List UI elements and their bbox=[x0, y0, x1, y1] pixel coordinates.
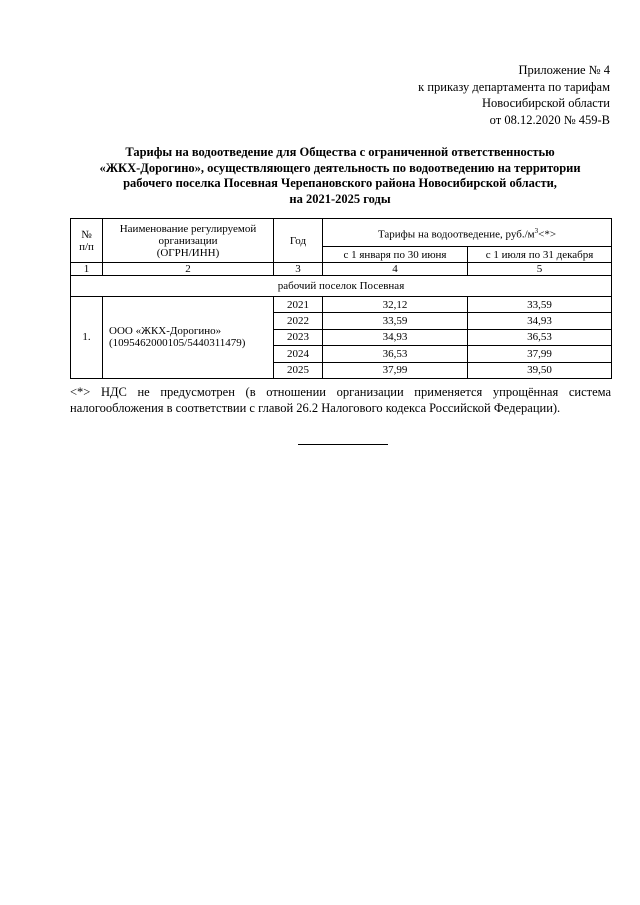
tariff-h2-cell: 37,99 bbox=[468, 346, 612, 362]
row-number: 1. bbox=[71, 297, 103, 379]
column-number-row bbox=[71, 263, 612, 276]
org-ids: (1095462000105/5440311479) bbox=[109, 337, 246, 350]
header-org-line-2: организации bbox=[158, 234, 218, 247]
header-org bbox=[103, 219, 274, 263]
year-cell: 2024 bbox=[274, 346, 323, 362]
tariff-h1-cell: 34,93 bbox=[323, 329, 468, 345]
tariff-h2-cell: 36,53 bbox=[468, 329, 612, 345]
org-cell bbox=[103, 297, 274, 379]
header-tariffs-sup: 3 bbox=[534, 226, 539, 235]
appendix-line-1: Приложение № 4 bbox=[518, 63, 610, 77]
section-label: рабочий поселок Посевная bbox=[71, 276, 612, 297]
header-org-line-3: (ОГРН/ИНН) bbox=[156, 246, 220, 259]
column-number: 2 bbox=[103, 263, 274, 276]
column-number: 4 bbox=[323, 263, 468, 276]
column-number: 5 bbox=[468, 263, 612, 276]
title-line-1: Тарифы на водоотведение для Общества с ограниченной ответственностью bbox=[125, 145, 555, 159]
document-title bbox=[70, 145, 610, 207]
appendix-line-3: Новосибирской области bbox=[481, 96, 610, 110]
appendix-line-4: от 08.12.2020 № 459-В bbox=[489, 112, 610, 127]
title-line-2: «ЖКХ-Дорогино», осуществляющего деятельность по водоотведению на территории bbox=[99, 160, 581, 175]
header-tariffs bbox=[323, 219, 612, 247]
year-cell: 2022 bbox=[274, 313, 323, 329]
tariff-h2-cell: 33,59 bbox=[468, 297, 612, 313]
table-row bbox=[71, 297, 612, 313]
tariff-h2-cell: 34,93 bbox=[468, 313, 612, 329]
section-row bbox=[71, 276, 612, 297]
title-line-4: на 2021-2025 годы bbox=[289, 191, 391, 206]
appendix-block bbox=[418, 62, 610, 128]
header-num bbox=[71, 219, 103, 263]
header-year: Год bbox=[274, 219, 323, 263]
year-cell: 2021 bbox=[274, 297, 323, 313]
header-tariffs-footnote-mark: <*> bbox=[538, 228, 557, 241]
column-number: 1 bbox=[71, 263, 103, 276]
year-cell: 2025 bbox=[274, 362, 323, 378]
tariff-h1-cell: 36,53 bbox=[323, 346, 468, 362]
tariff-h2-cell: 39,50 bbox=[468, 362, 612, 378]
footnote: <*> НДС не предусмотрен (в отношении организации применяется упрощённая система налогообложения в соответствии с главой 26.2 Налогового кодекса Российской Федерации). bbox=[70, 385, 611, 415]
closing-rule bbox=[298, 444, 388, 445]
tariff-h1-cell: 33,59 bbox=[323, 313, 468, 329]
tariff-h1-cell: 37,99 bbox=[323, 362, 468, 378]
appendix-line-2: к приказу департамента по тарифам bbox=[418, 79, 610, 94]
tariffs-table bbox=[70, 218, 612, 379]
tariff-h1-cell: 32,12 bbox=[323, 297, 468, 313]
year-cell: 2023 bbox=[274, 329, 323, 345]
column-number: 3 bbox=[274, 263, 323, 276]
title-line-3: рабочего поселка Посевная Черепановского района Новосибирской области, bbox=[123, 176, 557, 190]
header-row-1 bbox=[71, 219, 612, 247]
header-org-line-1: Наименование регулируемой bbox=[119, 222, 257, 235]
org-name: ООО «ЖКХ-Дорогино» bbox=[109, 325, 222, 338]
header-period-1: с 1 января по 30 июня bbox=[323, 247, 468, 263]
header-num-line-1: № bbox=[81, 228, 92, 241]
header-num-line-2: п/п bbox=[79, 240, 94, 253]
header-period-2: с 1 июля по 31 декабря bbox=[468, 247, 612, 263]
header-tariffs-text: Тарифы на водоотведение, руб./м bbox=[377, 228, 535, 241]
